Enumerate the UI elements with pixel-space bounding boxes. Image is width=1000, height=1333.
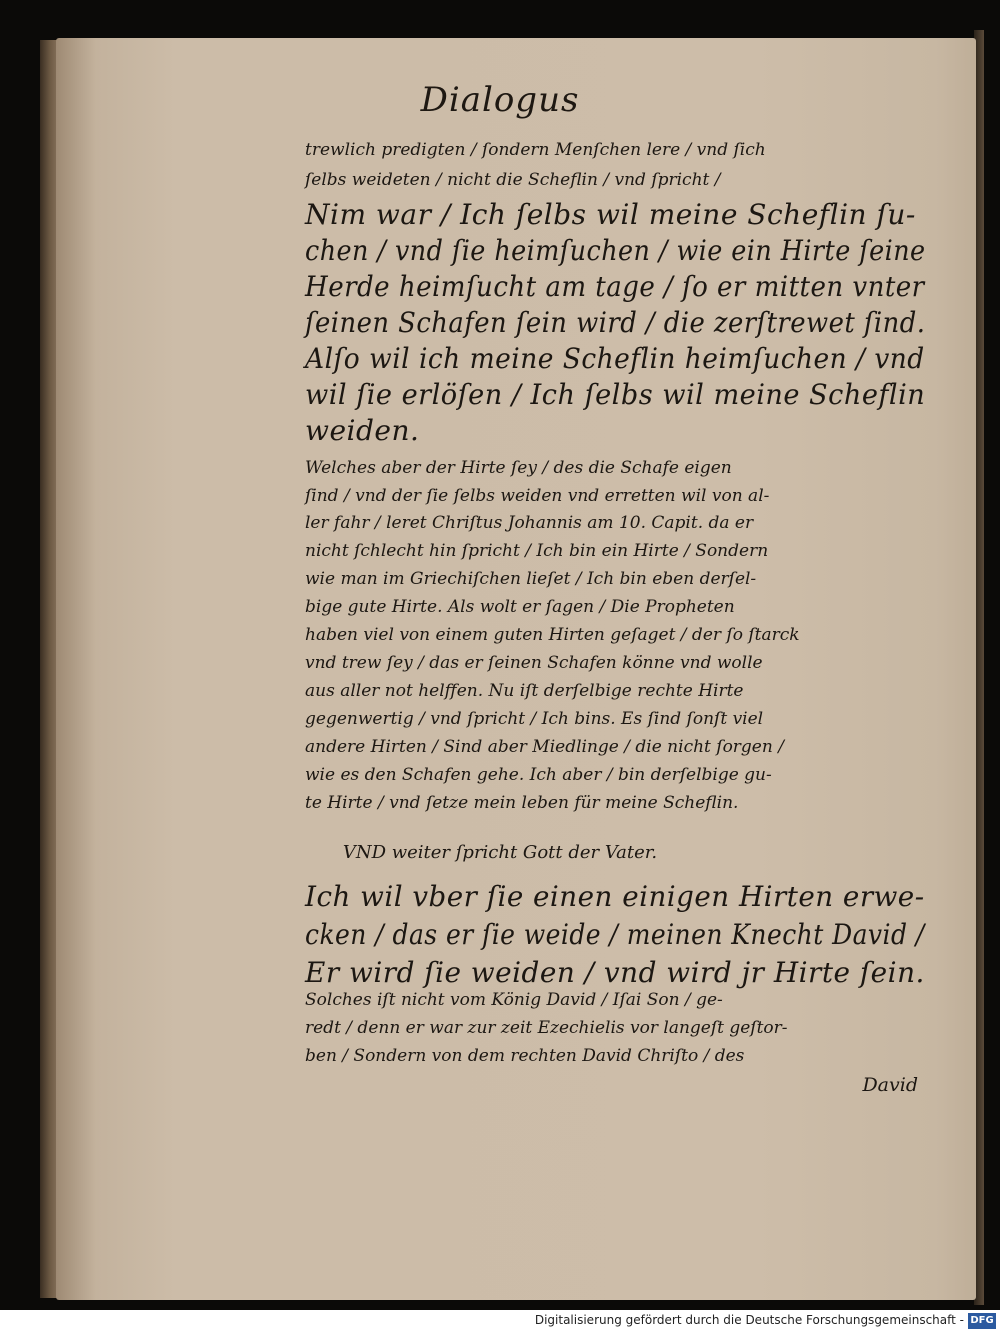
text-line: ſind / vnd der ſie ſelbs weiden vnd erretten wil von al- (305, 486, 770, 506)
text-line: Ich wil vber ſie einen einigen Hirten erwe- (305, 880, 925, 913)
subheading: VND weiter ſpricht Gott der Vater. (342, 842, 658, 863)
text-line: wie es den Schafen gehe. Ich aber / bin derſelbige gu- (305, 765, 772, 785)
text-line: Herde heimſucht am tage / ſo er mitten vnter (305, 270, 925, 303)
text-line: aus aller not helffen. Nu iſt derſelbige rechte Hirte (305, 681, 744, 701)
text-line: nicht ſchlecht hin ſpricht / Ich bin ein Hirte / Sondern (305, 541, 769, 561)
text-line: gegenwertig / vnd ſpricht / Ich bins. Es ſind ſonſt viel (305, 709, 764, 729)
dfg-logo: DFG (968, 1313, 996, 1329)
text-line: andere Hirten / Sind aber Miedlinge / die nicht ſorgen / (305, 737, 784, 757)
text-line: bige gute Hirte. Als wolt er ſagen / Die Propheten (305, 597, 735, 617)
text-line: weiden. (305, 414, 420, 447)
text-line: Solches iſt nicht vom König David / Iſai Son / ge- (305, 990, 723, 1010)
text-line: ſelbs weideten / nicht die Scheflin / vnd ſpricht / (305, 170, 721, 190)
text-line: ler fahr / leret Chriſtus Johannis am 10. Capit. da er (305, 513, 754, 533)
text-line: cken / das er ſie weide / meinen Knecht David / (305, 918, 925, 951)
text-line: Nim war / Ich ſelbs wil meine Scheflin ſu- (305, 198, 916, 231)
text-line: chen / vnd ſie heimſuchen / wie ein Hirte ſeine (305, 234, 926, 267)
page-heading: Dialogus (420, 80, 580, 120)
text-line: redt / denn er war zur zeit Ezechielis vor langeſt geſtor- (305, 1018, 788, 1038)
text-line: Alſo wil ich meine Scheflin heimſuchen / vnd (305, 342, 925, 375)
text-line: ben / Sondern von dem rechten David Chriſto / des (305, 1046, 745, 1066)
footer-credit: Digitalisierung gefördert durch die Deutsche Forschungsgemeinschaft - (534, 1313, 964, 1327)
text-line: trewlich predigten / ſondern Menſchen lere / vnd ſich (305, 140, 766, 160)
text-line: Er wird ſie weiden / vnd wird jr Hirte ſein. (305, 956, 925, 989)
catchword: David (862, 1074, 918, 1096)
text-line: ſeinen Schafen ſein wird / die zerſtrewet ſind. (305, 306, 926, 339)
text-line: vnd trew ſey / das er ſeinen Schafen könne vnd wolle (305, 653, 763, 673)
text-line: te Hirte / vnd ſetze mein leben für meine Scheflin. (305, 793, 739, 813)
footer-bar (0, 1310, 1000, 1333)
text-line: Welches aber der Hirte ſey / des die Schafe eigen (305, 458, 732, 478)
text-line: wie man im Griechiſchen lieſet / Ich bin eben derſel- (305, 569, 757, 589)
text-line: haben viel von einem guten Hirten geſaget / der ſo ſtarck (305, 625, 800, 645)
text-line: wil ſie erlöſen / Ich ſelbs wil meine Scheflin (305, 378, 926, 411)
